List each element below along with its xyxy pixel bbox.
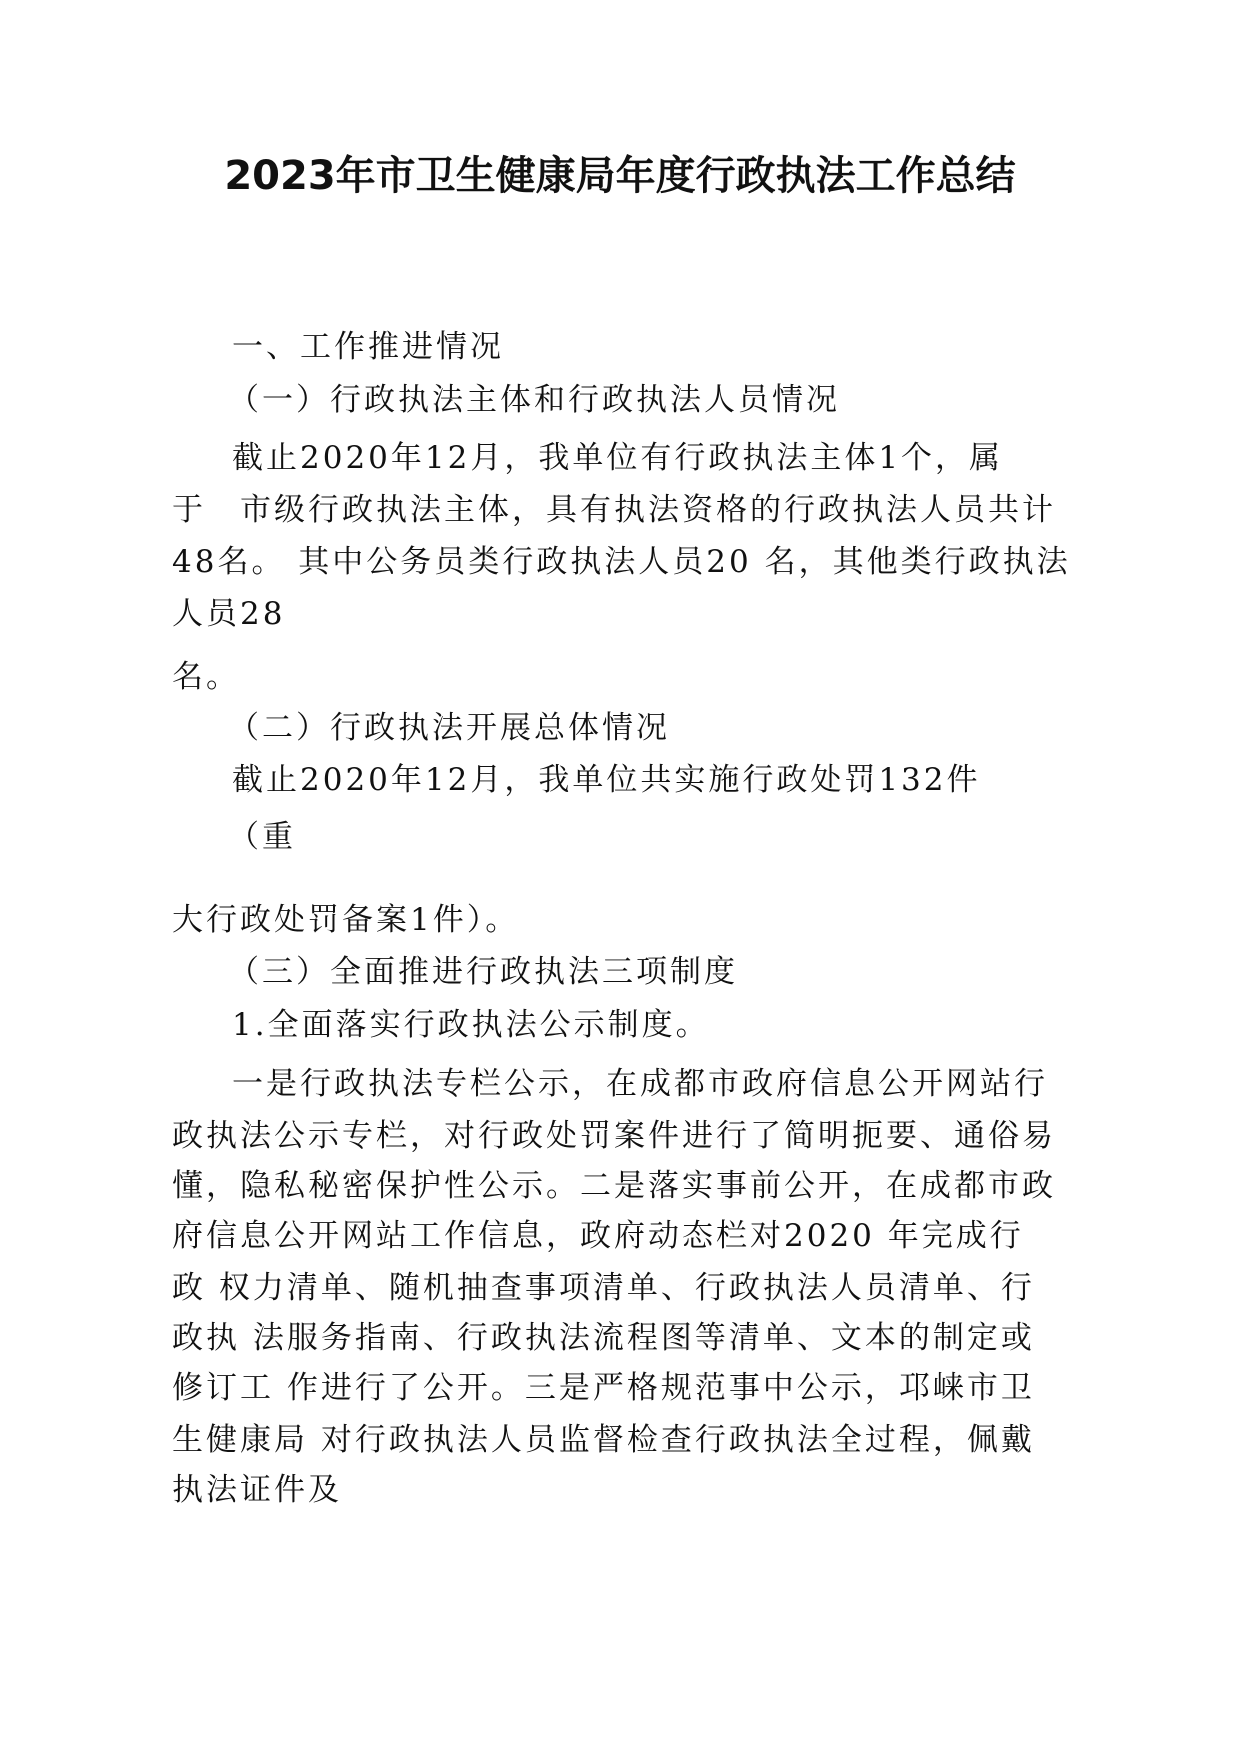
subsection-heading: （二）行政执法开展总体情况 (228, 710, 670, 746)
paragraph-line: 截止2020年12月，我单位共实施行政处罚132件 (232, 762, 981, 798)
paragraph-line: 一是行政执法专栏公示，在成都市政府信息公开网站行 (232, 1066, 1048, 1102)
item-heading: 1.全面落实行政执法公示制度。 (232, 1007, 710, 1043)
paragraph-line: 生健康局 对行政执法人员监督检查行政执法全过程，佩戴 (172, 1422, 1035, 1458)
subsection-heading: （一）行政执法主体和行政执法人员情况 (228, 382, 840, 418)
paragraph-line: 名。 (172, 659, 240, 695)
section-heading: 一、工作推进情况 (232, 329, 504, 365)
paragraph-line: 府信息公开网站工作信息，政府动态栏对2020 年完成行 (172, 1218, 1024, 1254)
paragraph-line: 修订工 作进行了公开。三是严格规范事中公示，邛崃市卫 (172, 1370, 1035, 1406)
paragraph-line: 政执法公示专栏，对行政处罚案件进行了简明扼要、通俗易 (172, 1118, 1056, 1154)
paragraph-line: 执法证件及 (172, 1472, 342, 1508)
paragraph-line: 48名。 其中公务员类行政执法人员20 名，其他类行政执法 (172, 544, 1071, 580)
subsection-heading: （三）全面推进行政执法三项制度 (228, 954, 738, 990)
paragraph-line: 政执 法服务指南、行政执法流程图等清单、文本的制定或 (172, 1320, 1035, 1356)
paragraph-line: （重 (228, 819, 296, 855)
paragraph-line: 政 权力清单、随机抽查事项清单、行政执法人员清单、行 (172, 1270, 1035, 1306)
paragraph-line: 懂，隐私秘密保护性公示。二是落实事前公开，在成都市政 (172, 1168, 1056, 1204)
paragraph-line: 截止2020年12月，我单位有行政执法主体1个，属 (232, 440, 1004, 476)
paragraph-line: 于 市级行政执法主体，具有执法资格的行政执法人员共计 (172, 492, 1056, 528)
paragraph-line: 大行政处罚备案1件）。 (172, 902, 520, 938)
document-title: 2023年市卫生健康局年度行政执法工作总结 (224, 153, 1016, 199)
paragraph-line: 人员28 (172, 596, 286, 632)
